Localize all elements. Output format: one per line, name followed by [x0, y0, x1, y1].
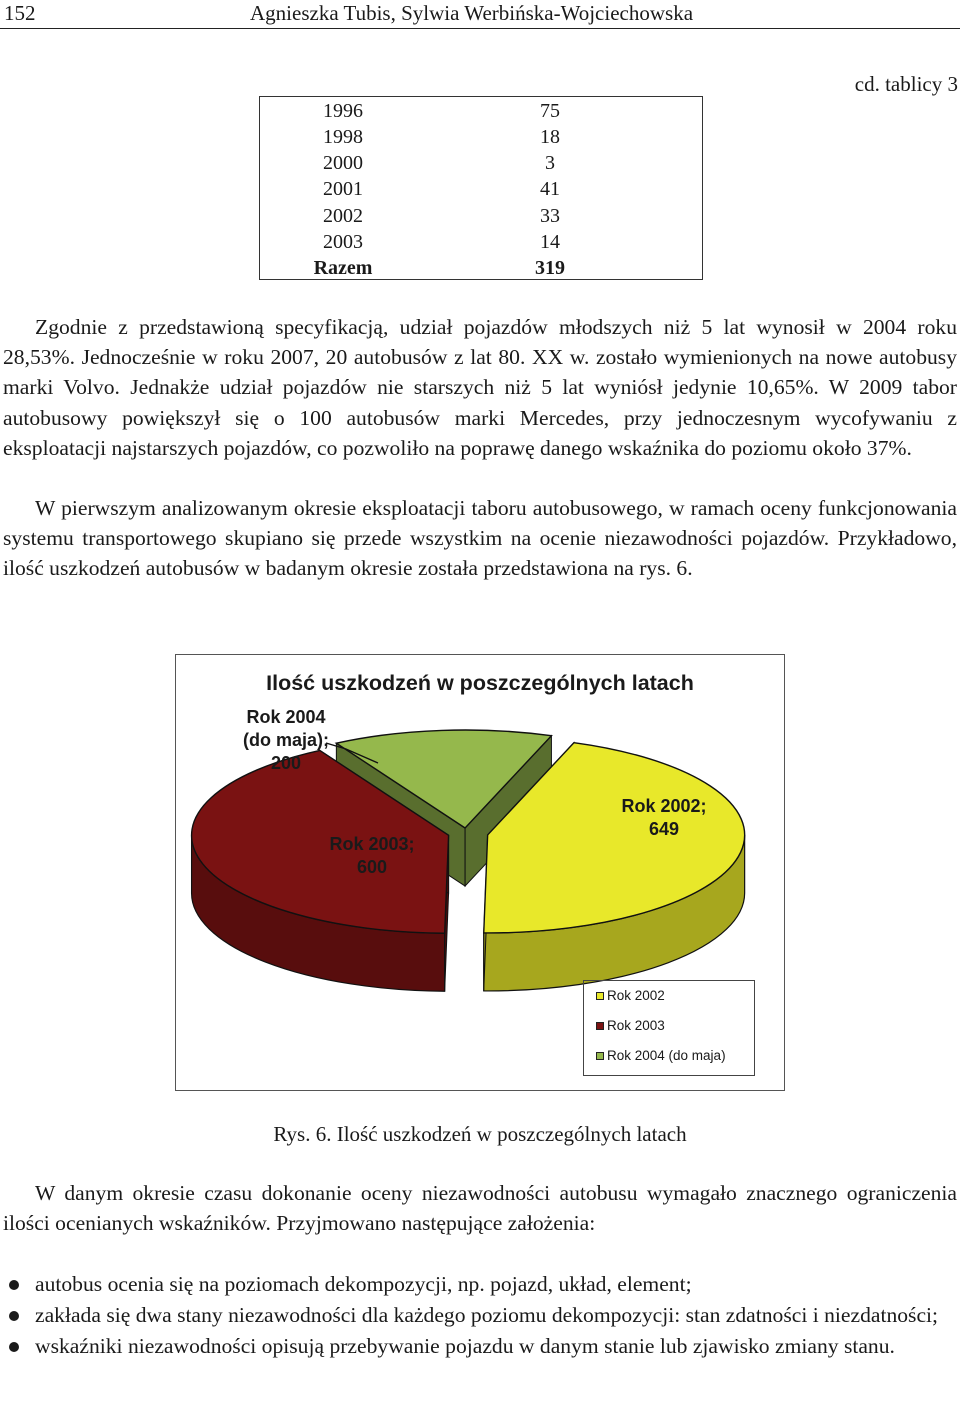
- table-row: [260, 203, 702, 229]
- slice-label-2004: [219, 706, 353, 775]
- table-continuation-label: cd. tablicy 3: [854, 72, 958, 96]
- list-item: [3, 1331, 957, 1361]
- slice-label-line: Rok 2004: [246, 707, 326, 727]
- slice-label-line: 600: [356, 857, 388, 877]
- legend-label: Rok 2003: [607, 1018, 665, 1033]
- table-total-row: [260, 255, 702, 281]
- legend-label: Rok 2002: [607, 988, 665, 1003]
- paragraph-3: W danym okresie czasu dokonanie oceny niezawodności autobusu wymagało znacznego ograniczenia ilości ocenianych wskaźników. Przyjmowano następujące założenia:: [3, 1181, 957, 1236]
- table-cell-value: 33: [540, 205, 560, 227]
- assumptions-list: [3, 1269, 957, 1362]
- data-table: [259, 96, 703, 280]
- table-cell-value: 3: [545, 152, 555, 174]
- table-row: [260, 124, 702, 150]
- chart-legend: [583, 980, 755, 1076]
- table-cell-value: 75: [540, 100, 560, 122]
- legend-swatch-2004: [596, 1052, 604, 1060]
- list-item-text: zakłada się dwa stany niezawodności dla każdego poziomu dekompozycji: stan zdatności i niezdatności;: [35, 1303, 939, 1328]
- slice-label-line: 200: [270, 753, 302, 773]
- table-cell-year: 2003: [323, 231, 363, 253]
- table-cell-year: 1996: [323, 100, 363, 122]
- paragraph-1: Zgodnie z przedstawioną specyfikacją, udział pojazdów młodszych niż 5 lat wynosił w 2004 roku 28,53%. Jednocześnie w roku 2007, 20 autobusów z lat 80. XX w. zostało wymienionych na nowe autobusy marki Volvo. Jednakże udział pojazdów nie starszych niż 5 lat wyniósł jedynie 10,65%. W 2009 tabor autobusowy powiększył się o 100 autobusów marki Mercedes, przy jednoczesnym wycofywaniu z eksploatacji najstarszych pojazdów, co pozwoliło na poprawę danego wskaźnika do poziomu około 37%.: [3, 315, 957, 460]
- slice-label-line: 649: [648, 819, 680, 839]
- slice-label-line: Rok 2002;: [621, 796, 707, 816]
- legend-item: [607, 1048, 726, 1064]
- table-row: [260, 150, 702, 176]
- slice-label-2003: [316, 833, 428, 879]
- table-total-value: 319: [535, 257, 565, 279]
- table-row: [260, 176, 702, 202]
- page-header: [0, 0, 960, 29]
- slice-label-line: (do maja);: [242, 730, 329, 750]
- list-item: [3, 1269, 957, 1299]
- bullet-icon: [9, 1280, 19, 1290]
- slice-label-line: Rok 2003;: [329, 834, 415, 854]
- pie-chart: [175, 654, 785, 1091]
- legend-swatch-2003: [596, 1022, 604, 1030]
- list-item-text: autobus ocenia się na poziomach dekompozycji, np. pojazd, układ, element;: [35, 1272, 692, 1296]
- running-head-authors: Agnieszka Tubis, Sylwia Werbińska-Wojciechowska: [250, 1, 694, 25]
- legend-label: Rok 2004 (do maja): [607, 1048, 726, 1063]
- table-cell-year: 1998: [323, 126, 363, 148]
- slice-label-2002: [608, 795, 720, 841]
- figure-caption: Rys. 6. Ilość uszkodzeń w poszczególnych latach: [273, 1122, 687, 1146]
- list-item: [3, 1300, 957, 1330]
- paragraph-2: W pierwszym analizowanym okresie eksploatacji taboru autobusowego, w ramach oceny funkcjonowania systemu transportowego skupiano się przede wszystkim na ocenie niezawodności pojazdów. Przykładowo, ilość uszkodzeń autobusów w badanym okresie została przedstawiona na rys. 6.: [3, 496, 957, 581]
- table-cell-year: 2001: [323, 178, 363, 200]
- table-cell-year: 2000: [323, 152, 363, 174]
- table-cell-value: 18: [540, 126, 560, 148]
- table-cell-value: 41: [540, 178, 560, 200]
- legend-item: [607, 988, 665, 1004]
- legend-swatch-2002: [596, 992, 604, 1000]
- bullet-icon: [9, 1342, 19, 1352]
- table-cell-year: 2002: [323, 205, 363, 227]
- table-row: [260, 229, 702, 255]
- list-item-text: wskaźniki niezawodności opisują przebywanie pojazdu w danym stanie lub zjawisko zmiany stanu.: [35, 1334, 895, 1359]
- bullet-icon: [9, 1311, 19, 1321]
- table-row: [260, 98, 702, 124]
- table-cell-value: 14: [540, 231, 560, 253]
- table-total-label: Razem: [313, 257, 373, 279]
- chart-title: Ilość uszkodzeń w poszczególnych latach: [266, 671, 694, 695]
- page-number: 152: [4, 1, 36, 25]
- legend-item: [607, 1018, 665, 1034]
